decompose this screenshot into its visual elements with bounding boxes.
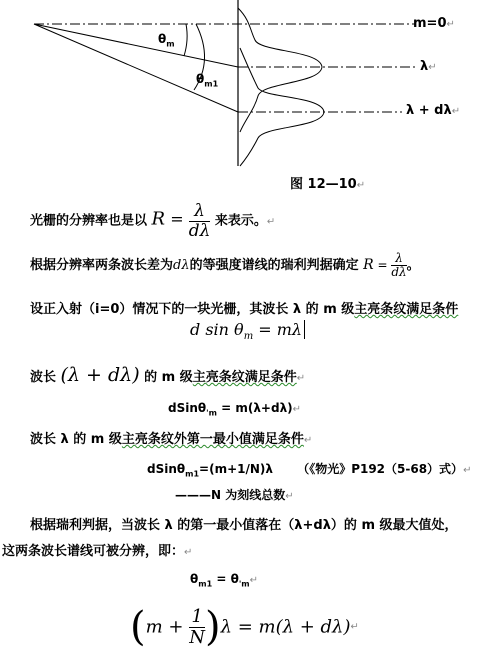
equation-theta-equal: $\theta_{m1}$ = $\theta_{'m}↵$: [190, 572, 258, 589]
line-first-minimum: 波长 λ 的 m 级主亮条纹外第一最小值满足条件↵: [30, 432, 313, 447]
label-m0: m=0↵: [413, 16, 455, 31]
ray-m1: [34, 24, 238, 112]
line-resolution-definition: 光栅的分辨率也是以 R = $\frac{\lambda}{d\lambda}$ 来表示。↵: [30, 201, 276, 241]
angle-arc-m: [184, 24, 187, 56]
theta-m-label: $\theta_m$: [158, 32, 175, 49]
ray-m: [34, 24, 238, 67]
theta-m1-label: $\theta_{m1}$: [196, 72, 219, 89]
equation-grating: d $\sin \theta_m = m\lambda$: [190, 320, 305, 342]
label-lambda: λ↵: [420, 59, 437, 74]
equation-dsin-prime: dSinθ$_{'m}$ = m(λ+dλ)↵: [168, 401, 302, 418]
line-normal-incidence: 设正入射（i=0）情况下的一块光栅，其波长 λ 的 m 级主亮条纹满足条件: [30, 302, 459, 317]
line-resolvable: 这两条波长谱线可被分辨，即：↵: [2, 544, 193, 559]
line-rayleigh-criterion: 根据分辨率两条波长差为dλ的等强度谱线的瑞利判据确定 R = $\frac{\lambda}{d\lambda}$ 。: [30, 251, 420, 280]
equation-final: (m + $\frac{1}{N}$ )λ = m(λ + dλ)↵: [130, 604, 359, 650]
intensity-curve-lambda-dlambda: [240, 48, 324, 166]
label-lambda-dlambda: λ + dλ↵: [406, 103, 461, 118]
fraction-one-over-n: $\frac{1}{N}$: [189, 605, 205, 648]
line-wavelength-plus: 波长 (λ + dλ) 的 m 级主亮条纹满足条件↵: [30, 364, 306, 386]
equation-dsin-m1: dSinθ$_{m1}$=(m+1/N)λ （《物光》P192（5-68）式）↵: [147, 462, 472, 479]
line-rayleigh-condition: 根据瑞利判据，当波长 λ 的第一最小值落在（λ+dλ）的 m 级最大值处，: [30, 518, 458, 533]
figure-caption: 图 12—10↵: [290, 177, 366, 192]
intensity-curve-lambda: [238, 8, 322, 132]
fraction-lambda-over-dlambda: $\frac{\lambda}{d\lambda}$: [188, 201, 211, 241]
fraction-lambda-over-dlambda-small: $\frac{\lambda}{d\lambda}$: [391, 251, 407, 280]
line-n-definition: ———N 为刻线总数↵: [175, 488, 294, 502]
